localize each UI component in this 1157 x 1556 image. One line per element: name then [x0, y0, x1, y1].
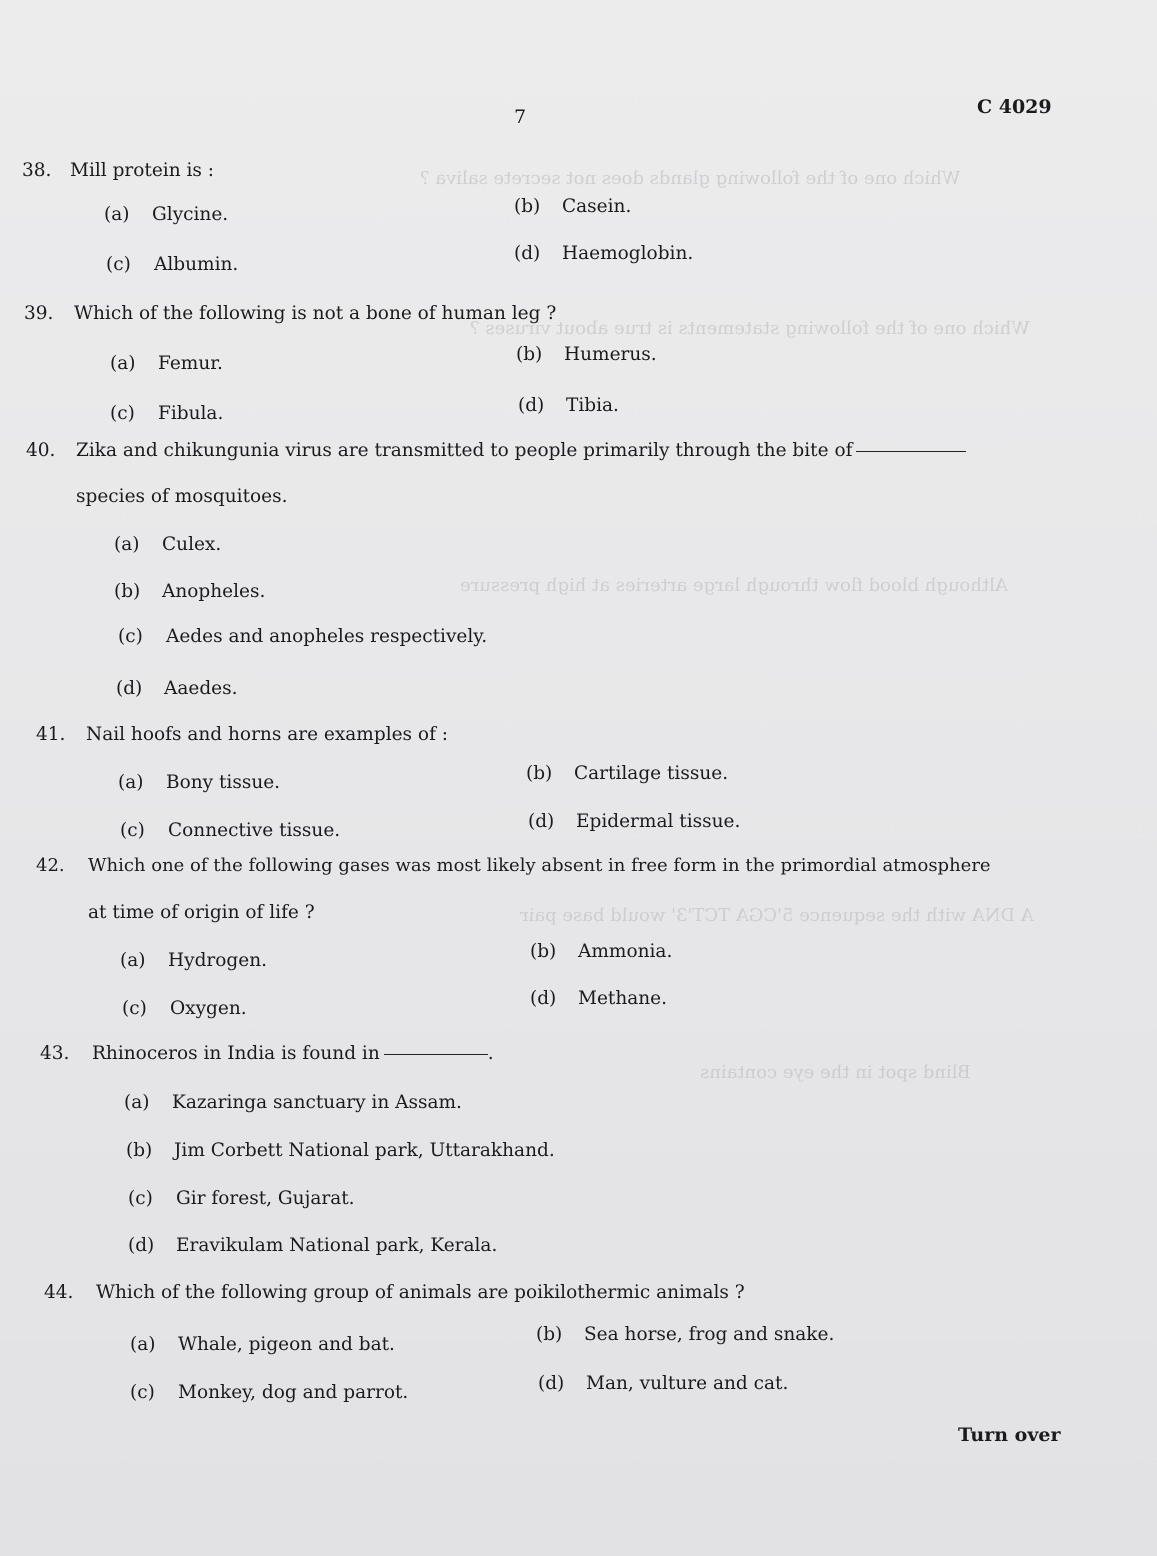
answer-blank [384, 1053, 488, 1055]
question-number: 43. [40, 1043, 70, 1064]
question-40 [26, 440, 966, 461]
bleed-through-text: Although blood flow through large arteries at high pressure [460, 575, 1008, 596]
question-number: 38. [22, 160, 52, 181]
option-40a: (a) Culex. [114, 534, 222, 555]
question-text: Mill protein is : [70, 160, 215, 181]
question-text: Zika and chikungunia virus are transmitted to people primarily through the bite of [76, 440, 853, 461]
question-number: 42. [36, 855, 65, 876]
question-40-continued: species of mosquitoes. [76, 486, 288, 507]
answer-blank [856, 450, 966, 452]
question-number: 44. [44, 1282, 74, 1303]
option-38b: (b) Casein. [514, 196, 632, 217]
bleed-through-text: Which one of the following statements is true about viruses ? [470, 318, 1030, 339]
page-number: 7 [514, 106, 527, 128]
bleed-through-text: Which one of the following glands does not secrete saliva ? [420, 168, 961, 189]
option-39c: (c) Fibula. [110, 403, 224, 424]
option-38c: (c) Albumin. [106, 254, 239, 275]
question-39 [24, 303, 556, 324]
option-44a: (a) Whale, pigeon and bat. [130, 1334, 395, 1355]
question-number: 41. [36, 724, 66, 745]
question-text: Which one of the following gases was most likely absent in free form in the primordial atmosphere [88, 855, 991, 876]
option-43c: (c) Gir forest, Gujarat. [128, 1188, 355, 1209]
option-40b: (b) Anopheles. [114, 581, 266, 602]
question-text: Which of the following group of animals are poikilothermic animals ? [96, 1282, 745, 1303]
paper-code: C 4029 [977, 96, 1052, 118]
option-39d: (d) Tibia. [518, 395, 619, 416]
option-42c: (c) Oxygen. [122, 998, 247, 1019]
question-text: Nail hoofs and horns are examples of : [86, 724, 449, 745]
question-text: Rhinoceros in India is found in [92, 1043, 380, 1064]
option-42d: (d) Methane. [530, 988, 668, 1009]
question-41 [36, 724, 448, 745]
question-number: 40. [26, 440, 56, 461]
option-39b: (b) Humerus. [516, 344, 657, 365]
option-38a: (a) Glycine. [104, 204, 229, 225]
option-39a: (a) Femur. [110, 353, 223, 374]
option-38d: (d) Haemoglobin. [514, 243, 694, 264]
option-43b: (b) Jim Corbett National park, Uttarakhand. [126, 1140, 555, 1161]
question-44 [44, 1282, 745, 1303]
option-41a: (a) Bony tissue. [118, 772, 281, 793]
option-42b: (b) Ammonia. [530, 941, 673, 962]
question-42-continued: at time of origin of life ? [88, 902, 315, 923]
question-38 [22, 160, 214, 181]
option-44b: (b) Sea horse, frog and snake. [536, 1324, 835, 1345]
bleed-through-text: A DNA with the sequence 5'CGA TCT'3' would base pair [520, 905, 1034, 926]
option-42a: (a) Hydrogen. [120, 950, 267, 971]
bleed-through-text: Blind spot in the eye contains [700, 1062, 971, 1083]
option-43d: (d) Eravikulam National park, Kerala. [128, 1235, 498, 1256]
option-41c: (c) Connective tissue. [120, 820, 341, 841]
question-number: 39. [24, 303, 54, 324]
question-42 [36, 855, 991, 876]
question-text: Which of the following is not a bone of human leg ? [74, 303, 557, 324]
option-43a: (a) Kazaringa sanctuary in Assam. [124, 1092, 462, 1113]
turn-over-label: Turn over [958, 1424, 1061, 1446]
option-40c: (c) Aedes and anopheles respectively. [118, 626, 488, 647]
option-41d: (d) Epidermal tissue. [528, 811, 741, 832]
option-40d: (d) Aaedes. [116, 678, 238, 699]
option-41b: (b) Cartilage tissue. [526, 763, 729, 784]
option-44d: (d) Man, vulture and cat. [538, 1373, 789, 1394]
option-44c: (c) Monkey, dog and parrot. [130, 1382, 409, 1403]
question-43: 43. Rhinoceros in India is found in . [40, 1043, 494, 1064]
